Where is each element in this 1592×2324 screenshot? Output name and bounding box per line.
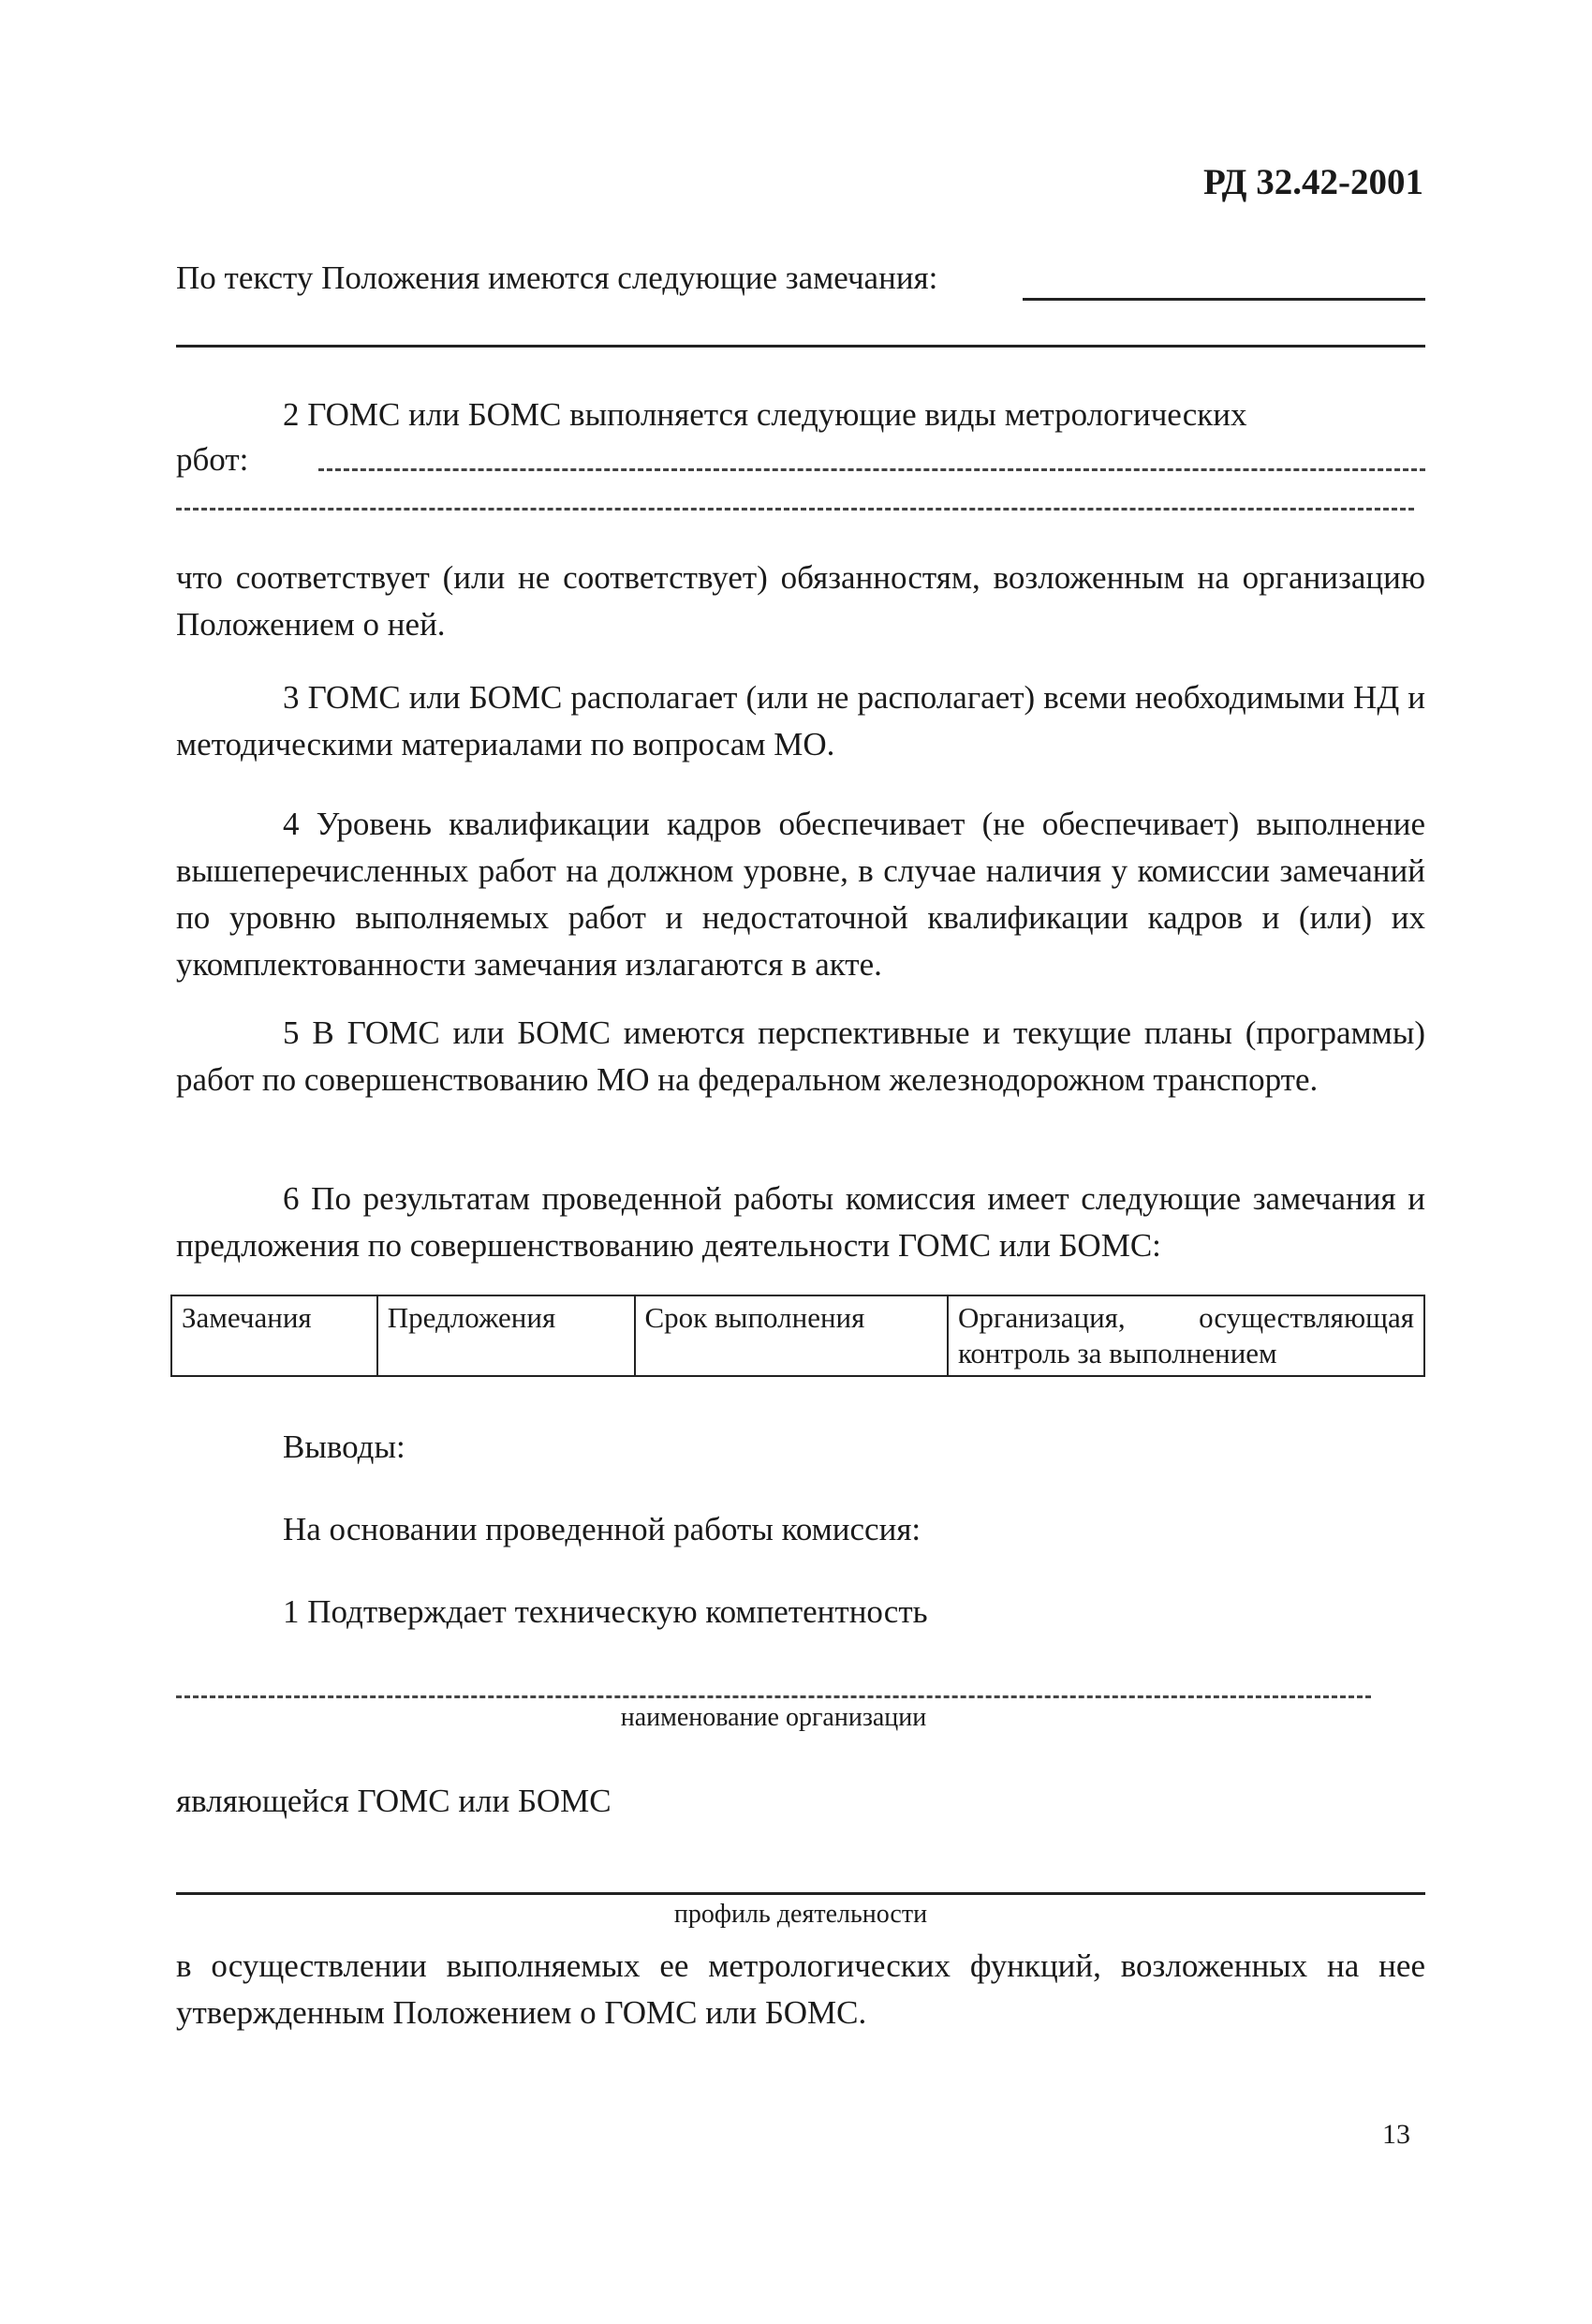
conclusions-basis: На основании проведенной работы комиссия: bbox=[283, 1511, 921, 1547]
item3-text: 3 ГОМС или БОМС располагает (или не располагает) всеми необходимыми НД и методическими материалами по вопросам МО. bbox=[176, 679, 1425, 762]
org-name-line bbox=[176, 1695, 1371, 1698]
being-text: являющейся ГОМС или БОМС bbox=[176, 1783, 612, 1819]
intro-second-line bbox=[176, 345, 1425, 348]
item5-text: 5 В ГОМС или БОМС имеются перспективные и текущие планы (программы) работ по совершенствованию МО на федеральном железнодорожном транспорте. bbox=[176, 1014, 1425, 1098]
intro-fill-line bbox=[1023, 298, 1425, 301]
profile-line bbox=[176, 1892, 1425, 1895]
item2-line2: рбот: bbox=[176, 441, 249, 478]
page-number: 13 bbox=[1382, 2119, 1410, 2150]
item2-second-line bbox=[176, 508, 1414, 511]
item2-continuation: что соответствует (или не соответствует) обязанностям, возложенным на организацию Положением о ней. bbox=[176, 559, 1425, 643]
final-text: в осуществлении выполняемых ее метрологических функций, возложенных на нее утвержденным Положением о ГОМС или БОМС. bbox=[176, 1947, 1425, 2031]
table-header-row bbox=[171, 1295, 1424, 1376]
conclusions-heading: Выводы: bbox=[283, 1428, 405, 1465]
table-header-cell: Организация, осуществляющая контроль за выполнением bbox=[948, 1295, 1424, 1376]
table-header-cell: Замечания bbox=[171, 1295, 377, 1376]
item2-line1: 2 ГОМС или БОМС выполняется следующие виды метрологических bbox=[283, 396, 1247, 433]
remarks-table bbox=[170, 1295, 1425, 1377]
item2-fill-line bbox=[318, 468, 1425, 471]
table-header-cell: Срок выполнения bbox=[635, 1295, 948, 1376]
conclusions-item1: 1 Подтверждает техническую компетентность bbox=[283, 1593, 928, 1630]
org-name-caption: наименование организации bbox=[620, 1703, 927, 1732]
item6-text: 6 По результатам проведенной работы комиссия имеет следующие замечания и предложения по совершенствованию деятельности ГОМС или БОМС: bbox=[176, 1180, 1425, 1264]
profile-caption: профиль деятельности bbox=[673, 1900, 928, 1929]
intro-text: По тексту Положения имеются следующие замечания: bbox=[176, 259, 938, 296]
item4-text: 4 Уровень квалификации кадров обеспечивает (не обеспечивает) выполнение вышеперечисленных работ на должном уровне, в случае наличия у комиссии замечаний по уровню выполняемых работ и недостаточной квалификации кадров и (или) их укомплектованности замечания излагаются в акте. bbox=[176, 806, 1425, 983]
table-header-cell: Предложения bbox=[377, 1295, 635, 1376]
document-code: РД 32.42-2001 bbox=[1203, 162, 1423, 202]
